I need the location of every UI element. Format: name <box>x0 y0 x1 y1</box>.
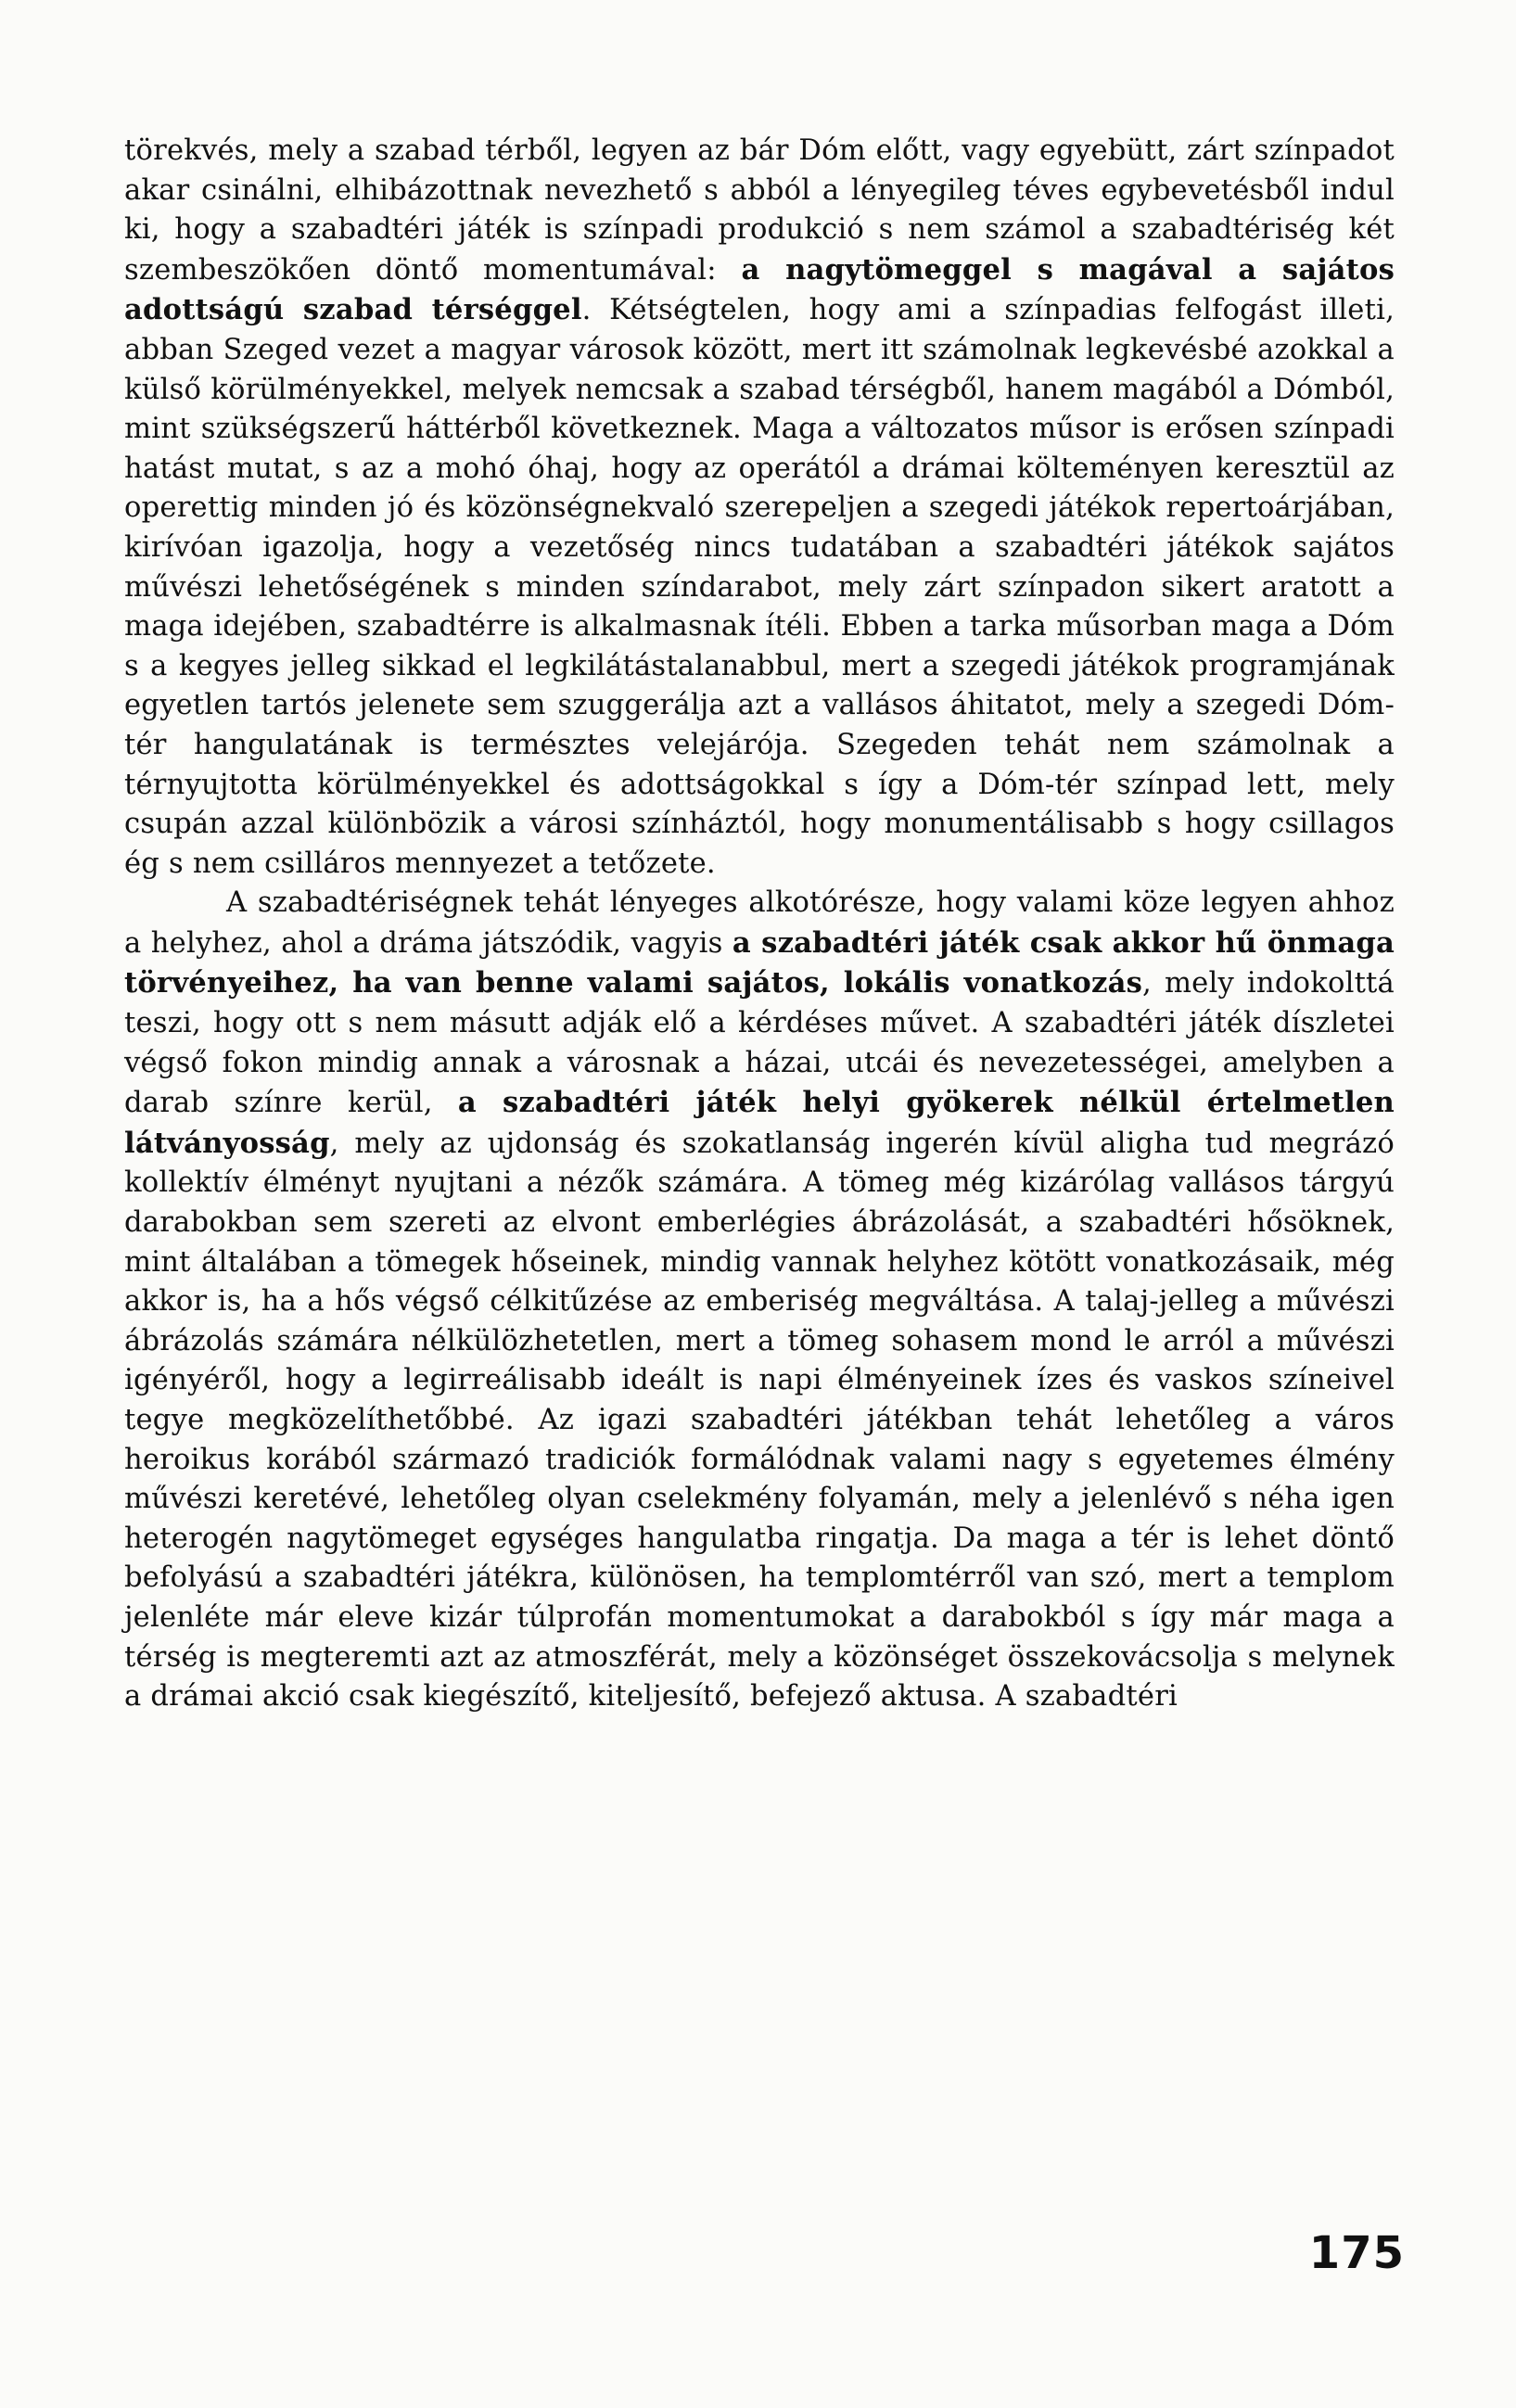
emphasized-text: a szabadtéri játék helyi gyökerek nélkül értelmetlen látványosság <box>124 1086 1395 1160</box>
body-text: , mely indokolttá teszi, hogy ott s nem másutt adják elő a kérdéses művet. A szabadtéri játék díszletei végső fokon mindig annak a városnak a házai, utcái és nevezetességei, amelyben a darab színre kerül, <box>124 967 1395 1120</box>
emphasized-text: a szabadtéri játék csak akkor hű önmaga törvényeihez, ha van benne valami sajátos, lokális vonatkozás <box>124 925 1395 1000</box>
body-text: . Kétségtelen, hogy ami a színpadias felfogást illeti, abban Szeged vezet a magyar városok között, mert itt számolnak legkevésbé azokkal a külső körülményekkel, melyek nemcsak a szabad térségből, hanem magából a Dómból, mint szükségszerű háttérből következnek. Maga a változatos műsor is erősen színpadi hatást mutat, s az a mohó óhaj, hogy az operától a drámai költeményen keresztül az operettig minden jó és közönségnekvaló szerepeljen a szegedi játékok repertoárjában, kirívóan igazolja, hogy a vezetőség nincs tudatában a szabadtéri játékok sajátos művészi lehetőségének s minden színdarabot, mely zárt színpadon sikert aratott a maga idejében, szabadtérre is alkalmasnak ítéli. Ebben a tarka műsorban maga a Dóm s a kegyes jelleg sikkad el legkilátástalanabbul, mert a szegedi játékok programjának egyetlen tartós jelenete sem szuggerálja azt a vallásos áhitatot, mely a szegedi Dóm-tér hangulatának is természtes velejárója. Szegeden tehát nem számolnak a térnyujtotta körülményekkel és adottságokkal s így a Dóm-tér színpad lett, mely csupán azzal különbözik a városi színháztól, hogy monumentálisabb s hogy csillagos ég s nem csilláros mennyezet a tetőzete. <box>124 294 1395 880</box>
paragraph <box>124 132 1395 884</box>
body-text: , mely az ujdonság és szokatlanság ingerén kívül aligha tud megrázó kollektív élményt nyujtani a nézők számára. A tömeg még kizárólag vallásos tárgyú darabokban sem szereti az elvont emberlégies ábrázolását, a szabadtéri hősöknek, mint általában a tömegek hőseinek, mindig vannak helyhez kötött vonatkozásaik, még akkor is, ha a hős végső célkitűzése az emberiség megváltása. A talaj-jelleg a művészi ábrázolás számára nélkülözhetetlen, mert a tömeg sohasem mond le arról a művészi igényéről, hogy a legirreálisabb ideált is napi élményeinek ízes és vaskos színeivel tegye megközelíthetőbbé. Az igazi szabadtéri játékban tehát lehetőleg a város heroikus korából származó tradiciók formálódnak valami nagy s egyetemes élmény művészi keretévé, lehetőleg olyan cselekmény folyamán, mely a jelenlévő s néha igen heterogén nagytömeget egységes hangulatba ringatja. Da maga a tér is lehet döntő befolyású a szabadtéri játékra, különösen, ha templomtérről van szó, mert a templom jelenléte már eleve kizár túlprofán momentumokat a darabokból s így már maga a térség is megteremti azt az atmoszférát, mely a közönséget összekovácsolja s melynek a drámai akció csak kiegészítő, kiteljesítő, befejező aktusa. A szabadtéri <box>124 1127 1395 1714</box>
page-text-body <box>124 132 1395 1717</box>
paragraph <box>124 884 1395 1716</box>
body-text: A szabadtériségnek tehát lényeges alkotórésze, hogy valami köze legyen ahhoz a helyhez, ahol a dráma játszódik, vagyis <box>124 886 1395 960</box>
page-number: 175 <box>1308 2227 1405 2279</box>
emphasized-text: a nagytömeggel s magával a sajátos adottságú szabad térséggel <box>124 252 1395 327</box>
body-text: törekvés, mely a szabad térből, legyen az bár Dóm előtt, vagy egyebütt, zárt színpadot akar csinálni, elhibázottnak nevezhető s abból a lényegileg téves egybevetésből indul ki, hogy a szabadtéri játék is színpadi produkció s nem számol a szabadtériség két szembeszökően döntő momentumával: <box>124 134 1395 287</box>
